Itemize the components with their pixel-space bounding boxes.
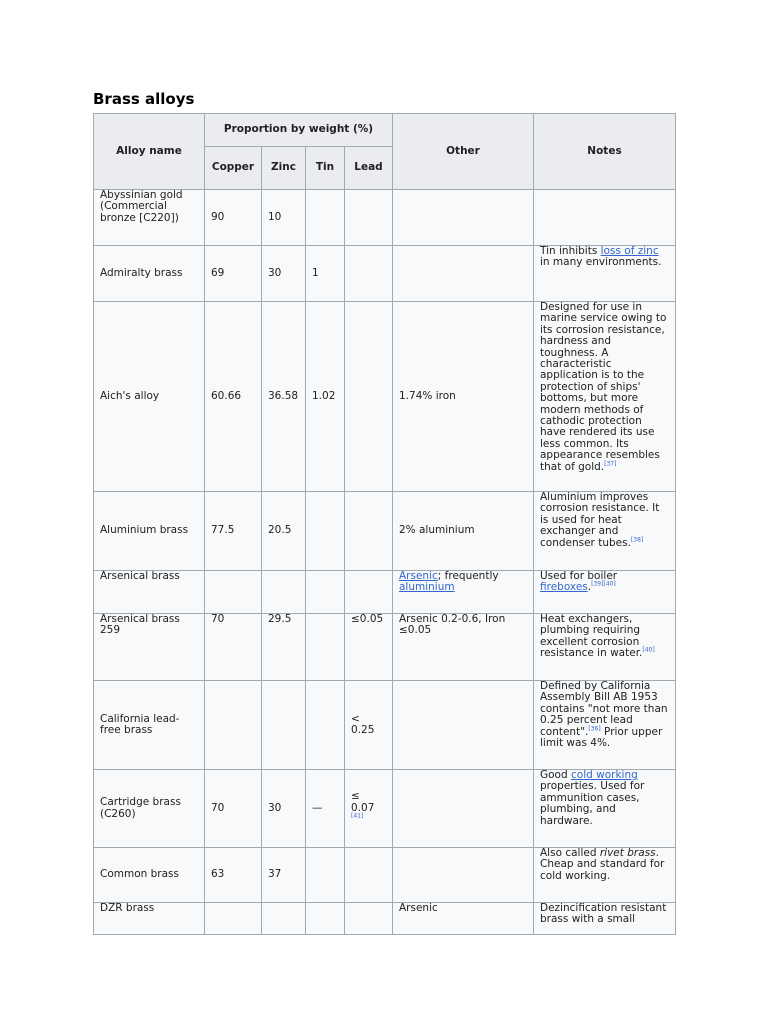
cell-tin <box>306 903 345 935</box>
cell-alloy-name: Arsenical brass <box>94 571 205 614</box>
cell-copper <box>205 903 262 935</box>
header-zinc: Zinc <box>262 147 306 190</box>
citation-link[interactable]: [37] <box>604 460 617 468</box>
wiki-link[interactable]: cold working <box>571 769 638 781</box>
cell-notes: Used for boiler fireboxes.[39][40] <box>534 571 676 614</box>
citation-link[interactable]: [39][40] <box>591 580 616 588</box>
header-copper: Copper <box>205 147 262 190</box>
table-row <box>94 903 676 935</box>
cell-copper: 70 <box>205 770 262 848</box>
brass-alloys-table <box>93 113 676 935</box>
cell-notes <box>534 190 676 246</box>
wiki-link[interactable]: fireboxes <box>540 581 588 594</box>
cell-copper: 90 <box>205 190 262 246</box>
cell-other: Arsenic; frequently aluminium <box>393 571 534 614</box>
table-row <box>94 614 676 681</box>
cell-other <box>393 848 534 903</box>
cell-other <box>393 246 534 302</box>
citation-link[interactable]: [36] <box>588 725 601 733</box>
cell-zinc <box>262 681 306 770</box>
cell-copper: 69 <box>205 246 262 302</box>
cell-lead <box>345 302 393 492</box>
cell-notes: Aluminium improves corrosion resistance. It is used for heat exchanger and condenser tubes.[38] <box>534 492 676 571</box>
cell-other: 2% aluminium <box>393 492 534 571</box>
cell-zinc <box>262 571 306 614</box>
cell-alloy-name: Aich's alloy <box>94 302 205 492</box>
cell-zinc: 10 <box>262 190 306 246</box>
citation-link[interactable]: [38] <box>630 536 644 544</box>
table-row <box>94 302 676 492</box>
wiki-link[interactable]: aluminium <box>399 581 455 594</box>
cell-copper: 63 <box>205 848 262 903</box>
cell-notes: Tin inhibits loss of zinc in many environments. <box>534 246 676 302</box>
table-row <box>94 190 676 246</box>
cell-copper: 70 <box>205 614 262 681</box>
cell-zinc: 36.58 <box>262 302 306 492</box>
cell-other: 1.74% iron <box>393 302 534 492</box>
table-caption: Brass alloys <box>93 90 195 108</box>
wiki-link[interactable]: Arsenic <box>399 570 438 582</box>
cell-copper: 60.66 <box>205 302 262 492</box>
cell-zinc: 37 <box>262 848 306 903</box>
cell-alloy-name: Cartridge brass (C260) <box>94 770 205 848</box>
cell-lead: ≤0.05 <box>345 614 393 681</box>
table-row <box>94 770 676 848</box>
cell-lead <box>345 492 393 571</box>
cell-zinc: 29.5 <box>262 614 306 681</box>
cell-tin <box>306 848 345 903</box>
table-row <box>94 571 676 614</box>
cell-notes: Also called rivet brass. Cheap and standard for cold working. <box>534 848 676 903</box>
cell-alloy-name: DZR brass <box>94 903 205 935</box>
cell-lead <box>345 246 393 302</box>
table-row <box>94 681 676 770</box>
cell-alloy-name: Aluminium brass <box>94 492 205 571</box>
cell-other <box>393 681 534 770</box>
table-row <box>94 848 676 903</box>
cell-copper <box>205 681 262 770</box>
cell-lead <box>345 903 393 935</box>
cell-lead <box>345 571 393 614</box>
cell-alloy-name: Admiralty brass <box>94 246 205 302</box>
cell-tin <box>306 681 345 770</box>
wiki-link[interactable]: loss of zinc <box>600 245 659 257</box>
cell-copper: 77.5 <box>205 492 262 571</box>
cell-lead: ≤ 0.07 [41] <box>345 770 393 848</box>
cell-tin: 1.02 <box>306 302 345 492</box>
table-row <box>94 246 676 302</box>
cell-lead: < 0.25 <box>345 681 393 770</box>
cell-tin <box>306 492 345 571</box>
header-notes: Notes <box>534 114 676 190</box>
cell-tin: — <box>306 770 345 848</box>
citation-link[interactable]: [40] <box>642 646 655 654</box>
header-other: Other <box>393 114 534 190</box>
cell-zinc: 30 <box>262 246 306 302</box>
header-tin: Tin <box>306 147 345 190</box>
citation-link[interactable]: [41] <box>351 812 364 820</box>
cell-tin: 1 <box>306 246 345 302</box>
cell-zinc <box>262 903 306 935</box>
cell-other <box>393 770 534 848</box>
header-proportion: Proportion by weight (%) <box>205 114 393 147</box>
cell-notes: Defined by California Assembly Bill AB 1953 contains "not more than 0.25 percent lead content".[36] Prior upper limit was 4%. <box>534 681 676 770</box>
cell-notes: Dezincification resistant brass with a small <box>534 903 676 935</box>
cell-alloy-name: California lead-free brass <box>94 681 205 770</box>
header-alloy-name: Alloy name <box>94 114 205 190</box>
cell-tin <box>306 190 345 246</box>
cell-lead <box>345 190 393 246</box>
cell-notes: Heat exchangers, plumbing requiring excellent corrosion resistance in water.[40] <box>534 614 676 681</box>
cell-alloy-name: Abyssinian gold (Commercial bronze [C220]) <box>94 190 205 246</box>
cell-tin <box>306 571 345 614</box>
cell-copper <box>205 571 262 614</box>
cell-zinc: 20.5 <box>262 492 306 571</box>
cell-zinc: 30 <box>262 770 306 848</box>
cell-alloy-name: Arsenical brass 259 <box>94 614 205 681</box>
cell-other <box>393 190 534 246</box>
cell-notes: Good cold working properties. Used for ammunition cases, plumbing, and hardware. <box>534 770 676 848</box>
cell-other: Arsenic 0.2-0.6, Iron ≤0.05 <box>393 614 534 681</box>
header-lead: Lead <box>345 147 393 190</box>
cell-other: Arsenic <box>393 903 534 935</box>
table-row <box>94 492 676 571</box>
cell-alloy-name: Common brass <box>94 848 205 903</box>
cell-tin <box>306 614 345 681</box>
cell-notes: Designed for use in marine service owing to its corrosion resistance, hardness and toughness. A characteristic application is to the protection of ships' bottoms, but more modern methods of cathodic protection have rendered its use less common. Its appearance resembles that of gold.[37] <box>534 302 676 492</box>
cell-lead <box>345 848 393 903</box>
